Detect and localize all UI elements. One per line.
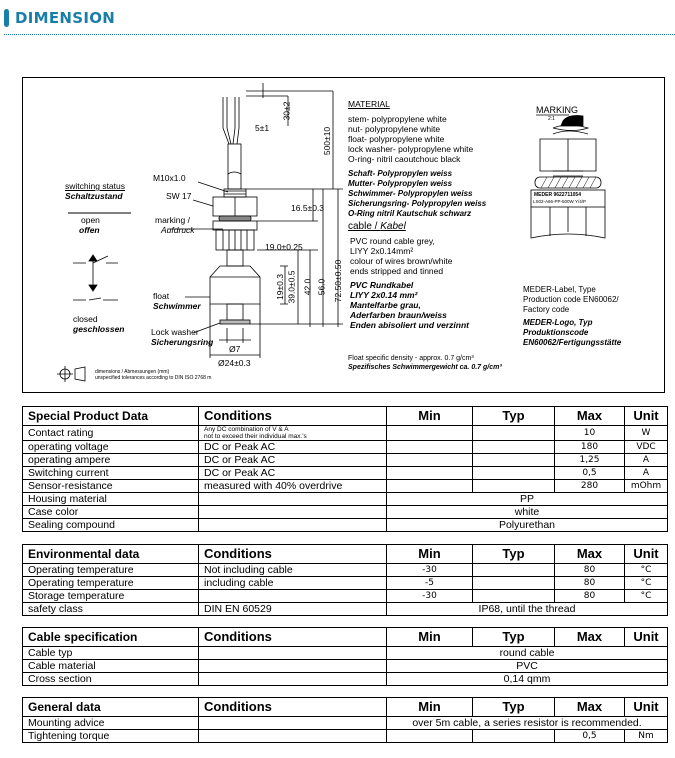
col-min: Min bbox=[387, 698, 473, 717]
dim-39: 39.0±0.5 bbox=[286, 270, 297, 304]
row-condition: DC or Peak AC bbox=[199, 454, 387, 467]
marking-label: marking / bbox=[155, 215, 190, 225]
wrench-size-label: SW 17 bbox=[166, 191, 192, 201]
table-row bbox=[23, 590, 668, 603]
dim-strip: 5±1 bbox=[255, 123, 270, 133]
table-header-row bbox=[23, 545, 668, 564]
row-unit: A bbox=[625, 454, 668, 467]
environmental-data-table bbox=[22, 544, 668, 616]
col-conditions: Conditions bbox=[199, 545, 387, 564]
marking-desc-3: Factory code bbox=[523, 305, 570, 314]
row-unit: °C bbox=[625, 577, 668, 590]
row-typ bbox=[473, 426, 555, 441]
row-typ bbox=[473, 590, 555, 603]
density-note-de: Spezifisches Schwimmergewicht ca. 0.7 g/cm³ bbox=[348, 364, 502, 371]
marking-desc-2: Production code EN60062/ bbox=[523, 295, 619, 304]
row-value: PVC bbox=[387, 660, 668, 673]
row-condition: DC or Peak AC bbox=[199, 467, 387, 480]
row-condition bbox=[199, 647, 387, 660]
row-unit: °C bbox=[625, 590, 668, 603]
lock-washer-label: Lock washer bbox=[151, 327, 199, 337]
cable-desc-3: colour of wires brown/white bbox=[350, 256, 453, 266]
row-max: 10 bbox=[555, 426, 625, 441]
material-o-ring-de: O-Ring nitril Kautschuk schwarz bbox=[348, 209, 472, 218]
material-float: float- polypropylene white bbox=[348, 134, 445, 144]
table-row bbox=[23, 519, 668, 532]
table-title: Special Product Data bbox=[23, 407, 199, 426]
row-unit: mOhm bbox=[625, 480, 668, 493]
row-min bbox=[387, 441, 473, 454]
table-row bbox=[23, 730, 668, 743]
dim-inner-diameter: Ø7 bbox=[229, 344, 241, 354]
row-typ bbox=[473, 441, 555, 454]
row-value: 0,14 qmm bbox=[387, 673, 668, 686]
table-header-row bbox=[23, 407, 668, 426]
header-accent-bar bbox=[4, 9, 9, 27]
col-max: Max bbox=[555, 545, 625, 564]
col-unit: Unit bbox=[625, 407, 668, 426]
row-typ bbox=[473, 467, 555, 480]
lock-washer-label-de: Sicherungsring bbox=[151, 337, 214, 347]
table-row bbox=[23, 493, 668, 506]
marking-label-de: Aufdruck bbox=[161, 225, 195, 235]
page-title: DIMENSION bbox=[15, 9, 116, 27]
row-name: Contact rating bbox=[23, 426, 199, 441]
col-unit: Unit bbox=[625, 698, 668, 717]
table-row bbox=[23, 717, 668, 730]
cable-desc-2: LIYY 2x0.14mm² bbox=[350, 246, 414, 256]
table-title: Cable specification bbox=[23, 628, 199, 647]
row-condition bbox=[199, 673, 387, 686]
row-name: Sealing compound bbox=[23, 519, 199, 532]
row-name: Case color bbox=[23, 506, 199, 519]
row-name: operating ampere bbox=[23, 454, 199, 467]
row-typ bbox=[473, 730, 555, 743]
row-value: round cable bbox=[387, 647, 668, 660]
col-conditions: Conditions bbox=[199, 628, 387, 647]
table-row bbox=[23, 454, 668, 467]
col-min: Min bbox=[387, 545, 473, 564]
row-condition-line-2: not to exceed their individual max.'s bbox=[204, 433, 307, 440]
cable-desc-de-1: PVC Rundkabel bbox=[350, 280, 414, 290]
row-condition: Not including cable bbox=[199, 564, 387, 577]
marking-desc-en bbox=[523, 285, 619, 315]
col-typ: Typ bbox=[473, 698, 555, 717]
row-name: Switching current bbox=[23, 467, 199, 480]
row-value: over 5m cable, a series resistor is recommended. bbox=[387, 717, 668, 730]
marking-label-line-1: MEDER 9622711054 bbox=[534, 192, 581, 198]
material-stem-de: Schaft- Polypropylen weiss bbox=[348, 169, 453, 178]
row-max: 280 bbox=[555, 480, 625, 493]
row-unit: A bbox=[625, 467, 668, 480]
cable-title bbox=[348, 222, 406, 232]
col-typ: Typ bbox=[473, 628, 555, 647]
row-typ bbox=[473, 564, 555, 577]
row-condition: DIN EN 60529 bbox=[199, 603, 387, 616]
table-row bbox=[23, 564, 668, 577]
row-condition bbox=[199, 519, 387, 532]
row-typ bbox=[473, 577, 555, 590]
row-condition bbox=[199, 717, 387, 730]
marking-desc-de-2: Produktionscode bbox=[523, 328, 589, 337]
col-max: Max bbox=[555, 628, 625, 647]
col-min: Min bbox=[387, 628, 473, 647]
row-name: Mounting advice bbox=[23, 717, 199, 730]
material-stem: stem- polypropylene white bbox=[348, 114, 447, 124]
row-name: Tightening torque bbox=[23, 730, 199, 743]
row-max: 180 bbox=[555, 441, 625, 454]
cable-desc-de-2: LIYY 2x0.14 mm² bbox=[350, 290, 418, 300]
row-unit: °C bbox=[625, 564, 668, 577]
thread-label: M10x1.0 bbox=[153, 173, 186, 183]
dim-cable: 500±10 bbox=[322, 126, 333, 156]
row-max: 0,5 bbox=[555, 467, 625, 480]
row-max: 0,5 bbox=[555, 730, 625, 743]
row-unit: Nm bbox=[625, 730, 668, 743]
section-header bbox=[4, 6, 115, 30]
col-typ: Typ bbox=[473, 407, 555, 426]
row-min: -30 bbox=[387, 564, 473, 577]
row-name: Cable material bbox=[23, 660, 199, 673]
col-conditions: Conditions bbox=[199, 698, 387, 717]
row-condition bbox=[199, 660, 387, 673]
header-divider bbox=[4, 34, 675, 35]
col-max: Max bbox=[555, 407, 625, 426]
table-row bbox=[23, 480, 668, 493]
row-unit: VDC bbox=[625, 441, 668, 454]
row-condition bbox=[199, 730, 387, 743]
cable-desc-4: ends stripped and tinned bbox=[350, 266, 444, 276]
table-title: General data bbox=[23, 698, 199, 717]
row-condition bbox=[199, 506, 387, 519]
col-typ: Typ bbox=[473, 545, 555, 564]
col-max: Max bbox=[555, 698, 625, 717]
row-name: Cross section bbox=[23, 673, 199, 686]
row-min bbox=[387, 426, 473, 441]
row-name: Sensor-resistance bbox=[23, 480, 199, 493]
material-list-en bbox=[348, 114, 473, 164]
cable-desc-de-4: Aderfarben braun/weiss bbox=[350, 310, 447, 320]
dim-stem-width: 19.0±0.25 bbox=[265, 242, 303, 252]
marking-desc-de bbox=[523, 318, 621, 348]
row-condition bbox=[199, 493, 387, 506]
table-row bbox=[23, 603, 668, 616]
tolerance-note-1: dimensions / Abmessungen (mm) bbox=[95, 369, 170, 375]
row-condition-line-1: Any DC combination of V & A bbox=[204, 426, 289, 433]
dim-42: 42.0 bbox=[302, 278, 313, 296]
row-name: operating voltage bbox=[23, 441, 199, 454]
table-row bbox=[23, 506, 668, 519]
special-product-data-table bbox=[22, 406, 668, 532]
row-value: white bbox=[387, 506, 668, 519]
cable-specification-table bbox=[22, 627, 668, 686]
dim-nut: 16.5±0.3 bbox=[291, 203, 325, 213]
cable-list-de bbox=[350, 280, 469, 330]
dim-outer-diameter: Ø24±0.3 bbox=[218, 358, 251, 368]
closed-label: closed bbox=[73, 314, 98, 324]
row-condition bbox=[199, 426, 387, 441]
dim-total: 72.50±0.50 bbox=[333, 259, 344, 303]
marking-scale: 2:1 bbox=[548, 116, 555, 122]
row-min bbox=[387, 467, 473, 480]
row-condition: measured with 40% overdrive bbox=[199, 480, 387, 493]
cable-title-de: Kabel bbox=[380, 221, 406, 232]
float-label: float bbox=[153, 291, 170, 301]
row-max: 80 bbox=[555, 577, 625, 590]
row-min bbox=[387, 454, 473, 467]
density-note: Float specific density - approx. 0.7 g/cm³ bbox=[348, 355, 474, 362]
table-row bbox=[23, 441, 668, 454]
table-row bbox=[23, 577, 668, 590]
marking-label-line-2: LS02-A66-PP-500W Y/4/P bbox=[533, 199, 586, 204]
open-label-de: offen bbox=[79, 225, 100, 235]
marking-desc-de-1: MEDER-Logo, Typ bbox=[523, 318, 593, 327]
table-title: Environmental data bbox=[23, 545, 199, 564]
row-max: 80 bbox=[555, 590, 625, 603]
row-typ bbox=[473, 454, 555, 467]
marking-desc-1: MEDER-Label, Type bbox=[523, 285, 596, 294]
row-min bbox=[387, 730, 473, 743]
row-condition: DC or Peak AC bbox=[199, 441, 387, 454]
row-condition: including cable bbox=[199, 577, 387, 590]
row-name: Storage temperature bbox=[23, 590, 199, 603]
material-title: MATERIAL bbox=[348, 99, 390, 109]
row-name: Cable typ bbox=[23, 647, 199, 660]
cable-desc-de-3: Mantelfarbe grau, bbox=[350, 300, 421, 310]
cable-title-en: cable / bbox=[348, 221, 381, 232]
table-header-row bbox=[23, 698, 668, 717]
float-label-de: Schwimmer bbox=[153, 301, 201, 311]
marking-title: MARKING bbox=[536, 105, 579, 115]
cable-desc-1: PVC round cable grey, bbox=[350, 236, 435, 246]
switching-status-label: switching status bbox=[65, 181, 125, 191]
row-min: -5 bbox=[387, 577, 473, 590]
row-name: Operating temperature bbox=[23, 577, 199, 590]
col-min: Min bbox=[387, 407, 473, 426]
table-row bbox=[23, 673, 668, 686]
row-value: IP68, until the thread bbox=[387, 603, 668, 616]
row-value: Polyurethan bbox=[387, 519, 668, 532]
dim-56: 56.0 bbox=[316, 278, 327, 296]
material-nut: nut- polypropylene white bbox=[348, 124, 441, 134]
marking-desc-de-3: EN60062/Fertigungsstätte bbox=[523, 338, 622, 347]
row-max: 80 bbox=[555, 564, 625, 577]
material-lock-washer: lock washer- polypropylene white bbox=[348, 144, 474, 154]
col-unit: Unit bbox=[625, 628, 668, 647]
row-name: Operating temperature bbox=[23, 564, 199, 577]
tolerance-note-2: unspecified tolerances according to DIN ISO 2768 m bbox=[95, 375, 212, 381]
row-name: Housing material bbox=[23, 493, 199, 506]
dim-float-height: 19±0.3 bbox=[274, 274, 285, 300]
col-conditions: Conditions bbox=[199, 407, 387, 426]
row-unit: W bbox=[625, 426, 668, 441]
row-min bbox=[387, 480, 473, 493]
material-list-de bbox=[348, 169, 486, 219]
row-typ bbox=[473, 480, 555, 493]
table-row bbox=[23, 660, 668, 673]
general-data-table bbox=[22, 697, 668, 743]
closed-label-de: geschlossen bbox=[73, 324, 125, 334]
row-value: PP bbox=[387, 493, 668, 506]
row-condition bbox=[199, 590, 387, 603]
open-label: open bbox=[81, 215, 100, 225]
table-row bbox=[23, 467, 668, 480]
material-float-de: Schwimmer- Polypropylen weiss bbox=[348, 189, 473, 198]
col-unit: Unit bbox=[625, 545, 668, 564]
dimension-drawing bbox=[22, 77, 665, 393]
table-row bbox=[23, 426, 668, 441]
row-max: 1,25 bbox=[555, 454, 625, 467]
switching-status-label-de: Schaltzustand bbox=[65, 191, 123, 201]
cable-list-en bbox=[350, 236, 453, 276]
material-nut-de: Mutter- Polypropylen weiss bbox=[348, 179, 453, 188]
row-name: safety class bbox=[23, 603, 199, 616]
table-header-row bbox=[23, 628, 668, 647]
table-row bbox=[23, 647, 668, 660]
dim-wire: 30±2 bbox=[281, 101, 292, 121]
cable-desc-de-5: Enden abisoliert und verzinnt bbox=[350, 320, 470, 330]
material-o-ring: O-ring- nitril caoutchouc black bbox=[348, 154, 461, 164]
material-lock-washer-de: Sicherungsring- Polypropylen weiss bbox=[348, 199, 487, 208]
row-min: -30 bbox=[387, 590, 473, 603]
